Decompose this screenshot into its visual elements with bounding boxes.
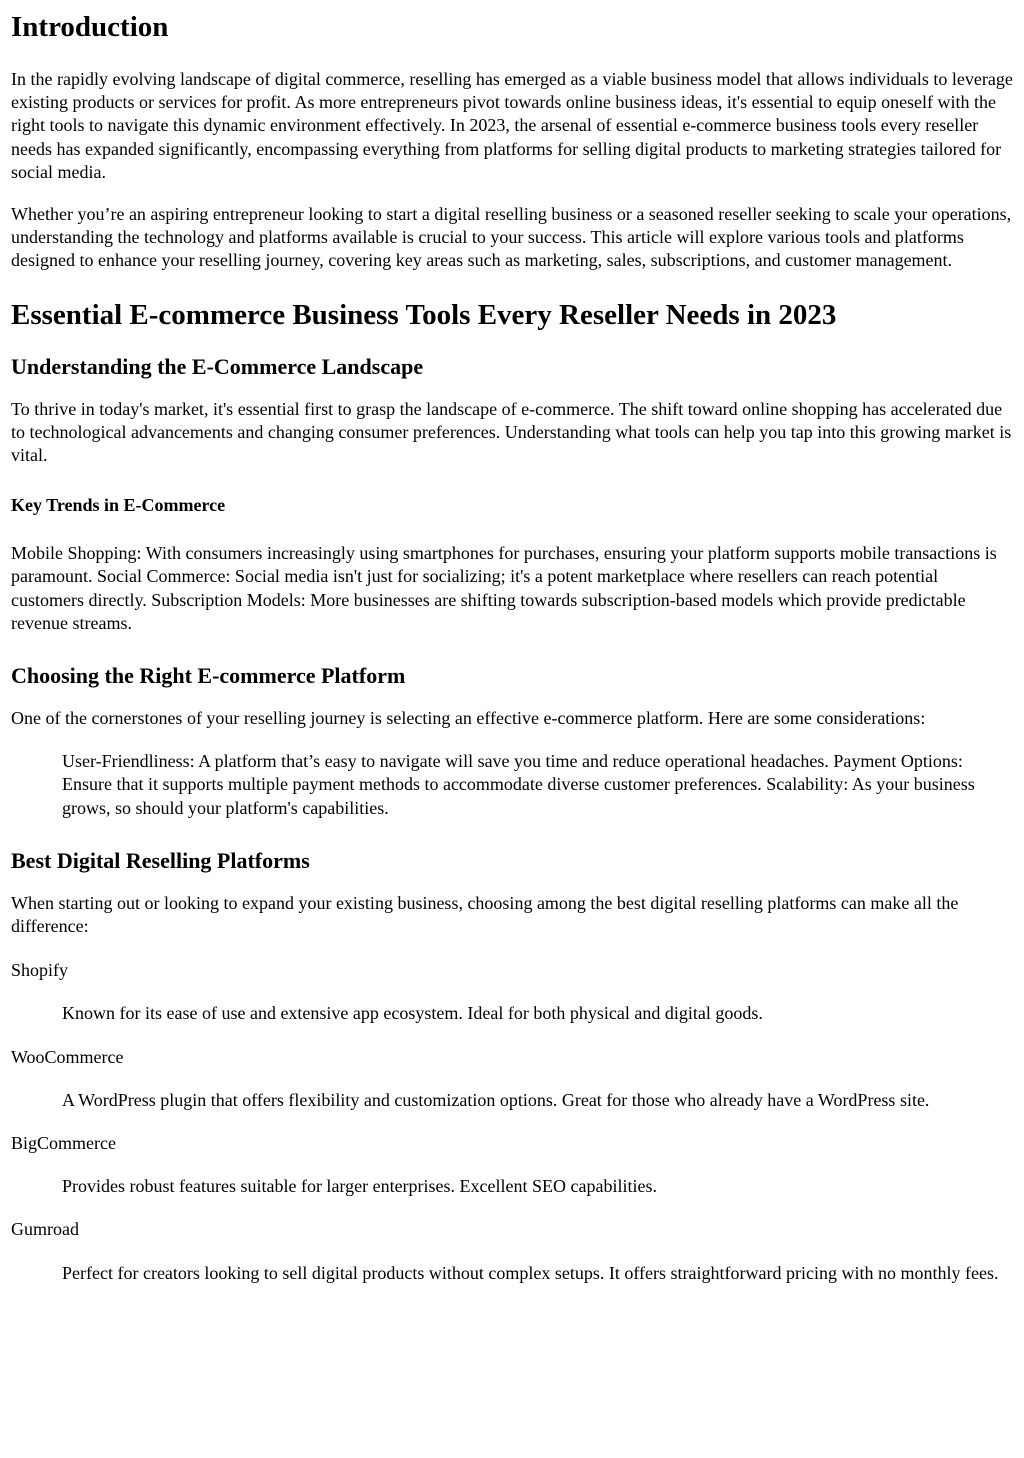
platform-term-woocommerce: WooCommerce <box>11 1046 124 1067</box>
platform-desc-gumroad: Perfect for creators looking to sell digital products without complex setups. It offers straightforward pricing with no monthly fees. <box>62 1262 999 1283</box>
platform-term-bigcommerce: BigCommerce <box>11 1133 116 1154</box>
platform-heading: Choosing the Right E-commerce Platform <box>11 663 406 689</box>
best-platforms-heading: Best Digital Reselling Platforms <box>11 847 310 873</box>
platform-term-gumroad: Gumroad <box>11 1219 79 1240</box>
intro-paragraph-1: In the rapidly evolving landscape of digital commerce, reselling has emerged as a viable business model that allows individuals to leverage existing products or services for profit. As more entrepreneurs pivot towards online business ideas, it's essential to equip oneself with the right tools to navigate this dynamic environment effectively. In 2023, the arsenal of essential e-commerce business tools every reseller needs has expanded significantly, encompassing everything from platforms for selling digital products to marketing strategies tailored for social media. <box>11 69 1013 182</box>
trends-heading: Key Trends in E-Commerce <box>11 495 226 516</box>
landscape-heading: Understanding the E-Commerce Landscape <box>11 353 424 379</box>
intro-heading: Introduction <box>11 11 169 43</box>
platform-desc-woocommerce: A WordPress plugin that offers flexibility and customization options. Great for those who already have a WordPress site. <box>62 1089 930 1110</box>
best-platforms-paragraph: When starting out or looking to expand your existing business, choosing among the best digital reselling platforms can make all the difference: <box>11 892 959 937</box>
article <box>0 10 1024 1285</box>
platform-paragraph: One of the cornerstones of your reselling journey is selecting an effective e-commerce platform. Here are some considerations: <box>11 708 926 729</box>
platform-desc-bigcommerce: Provides robust features suitable for larger enterprises. Excellent SEO capabilities. <box>62 1176 657 1197</box>
platform-term-shopify: Shopify <box>11 960 69 981</box>
intro-paragraph-2: Whether you’re an aspiring entrepreneur looking to start a digital reselling business or a seasoned reseller seeking to scale your operations, understanding the technology and platforms available is crucial to your success. This article will explore various tools and platforms designed to enhance your reselling journey, covering key areas such as marketing, sales, subscriptions, and customer management. <box>11 204 1012 271</box>
landscape-paragraph: To thrive in today's market, it's essential first to grasp the landscape of e-commerce. The shift toward online shopping has accelerated due to technological advancements and changing consumer preferences. Understanding what tools can help you tap into this growing market is vital. <box>11 398 1012 466</box>
main-heading: Essential E-commerce Business Tools Every Reseller Needs in 2023 <box>11 298 837 331</box>
platform-considerations: User-Friendliness: A platform that’s easy to navigate will save you time and reduce operational headaches. Payment Options: Ensure that it supports multiple payment methods to accommodate diverse customer preferences. Scalability: As your business grows, so should your platform's capabilities. <box>62 751 975 818</box>
trends-paragraph: Mobile Shopping: With consumers increasingly using smartphones for purchases, ensuring your platform supports mobile transactions is paramount. Social Commerce: Social media isn't just for socializing; it's a potent marketplace where resellers can reach potential customers directly. Subscription Models: More businesses are shifting towards subscription-based models which provide predictable revenue streams. <box>11 543 997 633</box>
platform-desc-shopify: Known for its ease of use and extensive app ecosystem. Ideal for both physical and digital goods. <box>62 1003 763 1024</box>
